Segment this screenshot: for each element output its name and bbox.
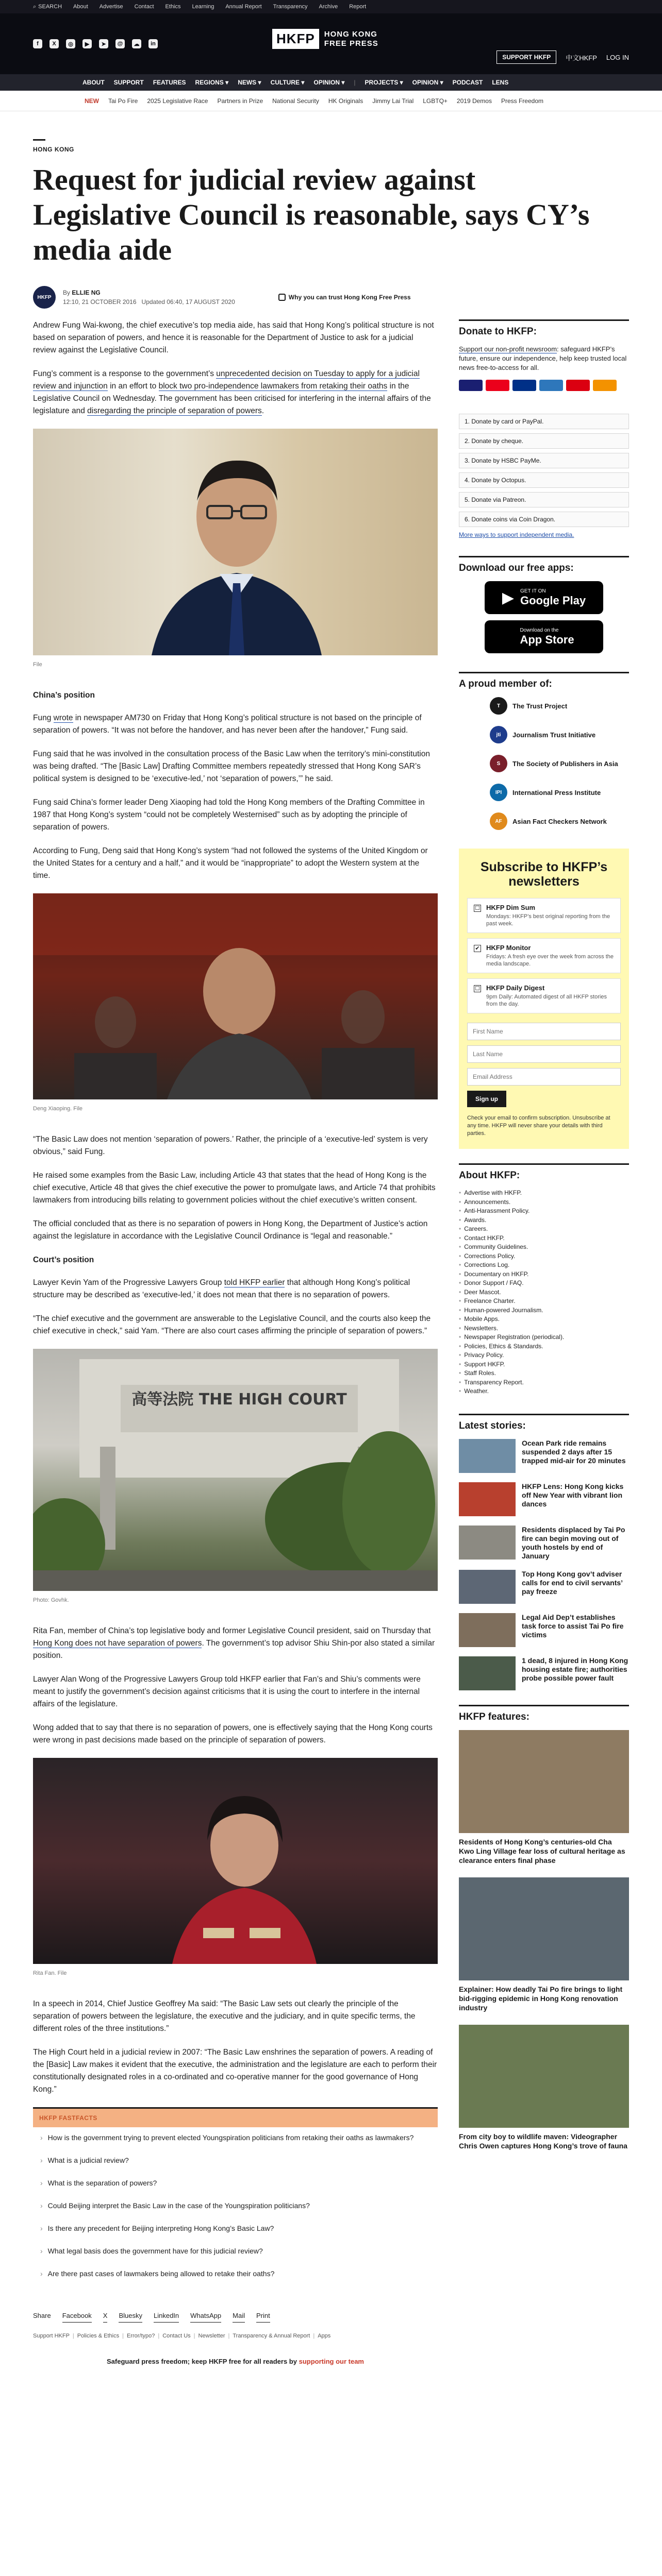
- utility-link-report[interactable]: Report: [349, 4, 367, 10]
- donate-option[interactable]: 4. Donate by Octopus.: [459, 472, 629, 488]
- latest-stories: [459, 1439, 629, 1690]
- about-item[interactable]: • Deer Mascot.: [459, 1288, 501, 1296]
- paragraph: Lawyer Alan Wong of the Progressive Lawyers Group told HKFP earlier that Fan’s and Shiu’s comments were meant to justify the government’s decision against criticisms that it is using the court to interfere in the internal affairs of the legislature.: [33, 1675, 421, 1708]
- caption: Deng Xiaoping. File: [33, 1106, 83, 1112]
- checkbox[interactable]: ☐: [474, 985, 481, 992]
- footer-link[interactable]: Support HKFP: [33, 2333, 70, 2339]
- feature-image: [459, 2025, 629, 2128]
- support-promo: Safeguard press freedom; keep HKFP free for all readers by supporting our team: [107, 2358, 364, 2365]
- trending-item[interactable]: HK Originals: [328, 97, 363, 105]
- trending-item[interactable]: National Security: [272, 97, 319, 105]
- section-divider: [33, 139, 45, 141]
- share-x[interactable]: X: [103, 2310, 108, 2323]
- nav-features[interactable]: FEATURES: [153, 79, 186, 86]
- fastfact-item[interactable]: › Is there any precedent for Beijing interpreting Hong Kong’s Basic Law?: [40, 2224, 274, 2232]
- subheading-china: China’s position: [33, 691, 95, 700]
- nav-lens[interactable]: LENS: [492, 79, 509, 86]
- brand-header: [0, 13, 662, 74]
- footer-link[interactable]: Policies & Ethics: [77, 2333, 120, 2339]
- logo-name-line2: FREE PRESS: [324, 39, 378, 48]
- latest-story[interactable]: 1 dead, 8 injured in Hong Kong housing estate fire; authorities probe possible power fault: [459, 1656, 629, 1690]
- about-item[interactable]: • Support HKFP.: [459, 1360, 505, 1368]
- figure-andrew-fung: [33, 429, 438, 671]
- member-sopa[interactable]: S The Society of Publishers in Asia: [490, 755, 629, 772]
- about-item[interactable]: • Human-powered Journalism.: [459, 1306, 543, 1314]
- latest-story[interactable]: Ocean Park ride remains suspended 2 days after 15 trapped mid-air for 20 minutes: [459, 1439, 629, 1473]
- newsletter-title: Subscribe to HKFP’s newsletters: [480, 860, 608, 889]
- search-link[interactable]: ⌕ SEARCH: [33, 3, 62, 10]
- nav-culture[interactable]: CULTURE ▾: [270, 79, 305, 86]
- share-facebook[interactable]: Facebook: [62, 2310, 92, 2323]
- story-thumbnail: [459, 1439, 516, 1473]
- apps-heading: Download our free apps:: [459, 556, 629, 574]
- paragraph: Fung said China’s former leader Deng Xiaoping had told the Hong Kong members of the Drafting Committee in 1987 that Hong Kong’s system “could not be completely Westernised” such as by adopting the principle of separation of powers.: [33, 798, 425, 832]
- chevron-right-icon: ›: [40, 2179, 43, 2187]
- google-play-button[interactable]: ▶ GET IT ON Google Play: [485, 581, 603, 614]
- paragraph: Rita Fan, member of China’s top legislative body and former Legislative Council president, said on Thursday that Hong Kong does not have separation of powers. The government’s top advisor Shiu Shin-por also stated a similar position.: [33, 1626, 435, 1660]
- newsletter-option-monitor[interactable]: ✔ HKFP Monitor Fridays: A fresh eye over the week from across the media landscape.: [467, 938, 621, 973]
- chevron-down-icon: ▾: [258, 79, 261, 86]
- youtube-icon[interactable]: ▶: [82, 39, 92, 48]
- telegram-icon[interactable]: ➤: [99, 39, 108, 48]
- trending-item[interactable]: Partners in Prize: [217, 97, 263, 105]
- latest-story[interactable]: Residents displaced by Tai Po fire can begin moving out of youth hostels by end of January: [459, 1526, 629, 1561]
- about-item[interactable]: • Careers.: [459, 1225, 488, 1232]
- inline-link[interactable]: unprecedented decision on Tuesday to apply for a judicial review and injunction: [33, 369, 420, 391]
- logo-mark: HKFP: [272, 29, 319, 49]
- latest-story[interactable]: Top Hong Kong gov’t adviser calls for end to civil servants’ pay freeze: [459, 1570, 629, 1604]
- about-item[interactable]: • Community Guidelines.: [459, 1243, 528, 1250]
- share-whatsapp[interactable]: WhatsApp: [190, 2310, 221, 2323]
- article-body: [33, 319, 438, 2368]
- photo-high-court: [33, 1349, 438, 1591]
- caption: Photo: Govhk.: [33, 1597, 69, 1603]
- article-headline: Request for judicial review against Legislative Council is reasonable, says CY’s media aide: [33, 163, 590, 266]
- mastercard-icon: [486, 380, 509, 391]
- fastfact-item[interactable]: › What is a judicial review?: [40, 2156, 129, 2164]
- latest-story[interactable]: Legal Aid Dep’t establishes task force to assist Tai Po fire victims: [459, 1613, 629, 1647]
- author-avatar: HKFP: [33, 286, 56, 309]
- updated-date: Updated 06:40, 17 AUGUST 2020: [141, 298, 235, 306]
- more-ways-link[interactable]: More ways to support independent media.: [459, 531, 574, 538]
- about-list: [459, 1189, 629, 1396]
- byline: HKFP By ELLIE NG 12:10, 21 OCTOBER 2016 Updated 06:40, 17 AUGUST 2020 Why you can trust Hong Kong Free Press: [33, 286, 629, 309]
- figure-deng-xiaoping: [33, 893, 438, 1115]
- chinese-site-link[interactable]: 中文HKFP: [566, 54, 597, 62]
- latest-story[interactable]: HKFP Lens: Hong Kong kicks off New Year with vibrant lion dances: [459, 1482, 629, 1516]
- article-header: [33, 139, 629, 309]
- fastfacts-box: [33, 2107, 438, 2293]
- figure-rita-fan: [33, 1758, 438, 1979]
- paragraph: “The chief executive and the government are answerable to the Legislative Council, and the courts also keep the chief executive in check,” said Yam. “There are also court cases affirming the principle of separation of powers.”: [33, 1314, 431, 1335]
- paragraph: Andrew Fung Wai-kwong, the chief executive’s top media aide, has said that Hong Kong’s political structure is not based on separation of powers, and hence it is reasonable for the Department of Justice to ask for a judicial review against the Legislative Council.: [33, 321, 434, 354]
- nav-projects[interactable]: PROJECTS ▾: [365, 79, 403, 86]
- paragraph: In a speech in 2014, Chief Justice Geoffrey Ma said: “The Basic Law sets out clearly the principle of the separation of powers between the legislature, the executive and the judiciary, and in quite specific terms, the different roles of the three institutions.”: [33, 1999, 416, 2033]
- member-afcn[interactable]: AF Asian Fact Checkers Network: [490, 812, 629, 830]
- footer-link[interactable]: Error/typo?: [126, 2333, 155, 2339]
- payme-icon: [566, 380, 590, 391]
- feature-story[interactable]: From city boy to wildlife maven: Videographer Chris Owen captures Hong Kong’s trove of fauna: [459, 2025, 629, 2150]
- trending-item[interactable]: Jimmy Lai Trial: [372, 97, 414, 105]
- about-item[interactable]: • Weather.: [459, 1387, 489, 1395]
- about-item[interactable]: • Advertise with HKFP.: [459, 1189, 522, 1196]
- photo-deng-xiaoping: [33, 893, 438, 1099]
- ipi-icon: IPI: [490, 784, 507, 801]
- nav-support[interactable]: SUPPORT: [113, 79, 144, 86]
- fastfact-item[interactable]: › How is the government trying to prevent elected Youngspiration politicians from retaking their oaths as lawmakers?: [40, 2133, 414, 2142]
- about-item[interactable]: • Newsletters.: [459, 1324, 499, 1332]
- first-name-field[interactable]: [467, 1023, 621, 1040]
- trending-item[interactable]: LGBTQ+: [423, 97, 448, 105]
- trust-icon: [278, 294, 286, 301]
- nav-about[interactable]: ABOUT: [82, 79, 105, 86]
- chevron-right-icon: ›: [40, 2224, 43, 2232]
- about-item[interactable]: • Awards.: [459, 1216, 487, 1224]
- donate-option[interactable]: 2. Donate by cheque.: [459, 433, 629, 449]
- utility-link-archive[interactable]: Archive: [319, 4, 338, 10]
- author-link[interactable]: ELLIE NG: [72, 289, 101, 296]
- checkbox[interactable]: ☐: [474, 905, 481, 912]
- story-thumbnail: [459, 1656, 516, 1690]
- story-thumbnail: [459, 1570, 516, 1604]
- feature-image: [459, 1730, 629, 1833]
- court-illustration: [33, 1349, 438, 1591]
- paragraph: Wong added that to say that there is no separation of powers, one is effectively saying that the Hong Kong courts were wrong in past decisions made based on the principle of separation of powers.: [33, 1723, 433, 1744]
- checkbox[interactable]: ✔: [474, 945, 481, 952]
- paragraph: Fung’s comment is a response to the government’s unprecedented decision on Tuesday to apply for a judicial review and injunction in an effort to block two pro-independence lawmakers from retaking their oaths in the Legislative Council on Wednesday. The government has been criticised for interfering in the internal affairs of the legislature and disregarding the principle of separation of powers.: [33, 369, 431, 415]
- about-item[interactable]: • Announcements.: [459, 1198, 511, 1206]
- about-item[interactable]: • Corrections Log.: [459, 1261, 510, 1268]
- features-heading: HKFP features:: [459, 1705, 629, 1723]
- trending-label: NEW: [85, 97, 99, 105]
- trust-link[interactable]: Why you can trust Hong Kong Free Press: [278, 294, 411, 301]
- donate-intro: Support our non-profit newsroom: safeguard HKFP’s future, ensure our independence, help keep trusted local news free-to-access for all.: [459, 345, 627, 371]
- share-print[interactable]: Print: [256, 2310, 270, 2323]
- utility-link-advertise[interactable]: Advertise: [99, 4, 123, 10]
- fastfact-item[interactable]: › What is the separation of powers?: [40, 2179, 157, 2187]
- newsletter-option-dim-sum[interactable]: ☐ HKFP Dim Sum Mondays: HKFP’s best original reporting from the past week.: [467, 898, 621, 933]
- about-item[interactable]: • Staff Roles.: [459, 1369, 496, 1377]
- app-store-button[interactable]: Download on the App Store: [485, 620, 603, 653]
- threads-icon[interactable]: @: [115, 39, 125, 48]
- about-item[interactable]: • Contact HKFP.: [459, 1234, 505, 1242]
- chevron-down-icon: ▾: [440, 79, 443, 86]
- donate-heading: Donate to HKFP:: [459, 319, 629, 337]
- portrait-illustration: [33, 429, 438, 655]
- logo-name-line1: HONG KONG: [324, 29, 377, 39]
- login-link[interactable]: LOG IN: [606, 53, 629, 61]
- facebook-icon[interactable]: f: [33, 39, 42, 48]
- donate-option[interactable]: 6. Donate coins via Coin Dragon.: [459, 512, 629, 527]
- trending-item[interactable]: Press Freedom: [501, 97, 543, 105]
- trust-project-icon: T: [490, 697, 507, 715]
- paragraph: According to Fung, Deng said that Hong Kong’s system “had not followed the systems of the United Kingdom or the United States for a century and a half,” and it would be “inappropriate” to adopt the Western system at the time.: [33, 846, 428, 880]
- share-bluesky[interactable]: Bluesky: [119, 2310, 142, 2323]
- caption: Rita Fan. File: [33, 1970, 67, 1976]
- support-hkfp-button[interactable]: SUPPORT HKFP: [496, 50, 556, 64]
- photo-rita-fan: [33, 1758, 438, 1964]
- search-icon: ⌕: [33, 3, 37, 10]
- newsletter-option-daily-digest[interactable]: ☐ HKFP Daily Digest 9pm Daily: Automated digest of all HKFP stories from the day.: [467, 978, 621, 1013]
- donate-intro-link[interactable]: Support our non-profit newsroom: [459, 345, 557, 353]
- x-icon[interactable]: X: [49, 39, 59, 48]
- share-row: [33, 2306, 438, 2323]
- share-mail[interactable]: Mail: [233, 2310, 245, 2323]
- fastfacts-title: HKFP FASTFACTS: [33, 2109, 438, 2127]
- chevron-right-icon: ›: [40, 2247, 43, 2255]
- member-ipi[interactable]: IPI International Press Institute: [490, 784, 629, 801]
- photo-andrew-fung: [33, 429, 438, 655]
- sopa-icon: S: [490, 755, 507, 772]
- trending-item[interactable]: Tai Po Fire: [108, 97, 138, 105]
- last-name-field[interactable]: [467, 1045, 621, 1063]
- inline-link[interactable]: Hong Kong does not have separation of powers: [33, 1639, 202, 1648]
- about-item[interactable]: • Newspaper Registration (periodical).: [459, 1333, 565, 1341]
- paragraph: Fung wrote in newspaper AM730 on Friday that Hong Kong’s political structure is not based on the principle of separation of powers. “It was not before the handover, and has never been after the handover,” Fung said.: [33, 714, 422, 735]
- about-item[interactable]: • Privacy Policy.: [459, 1351, 504, 1359]
- jti-icon: jti: [490, 726, 507, 743]
- utility-link-learning[interactable]: Learning: [192, 4, 214, 10]
- about-item[interactable]: • Transparency Report.: [459, 1378, 524, 1386]
- amex-icon: [539, 380, 563, 391]
- story-thumbnail: [459, 1482, 516, 1516]
- chevron-right-icon: ›: [40, 2201, 43, 2210]
- paragraph: The official concluded that as there is no separation of powers in Hong Kong, the Department of Justice’s action against the legislature in accordance with the Legislative Council Ordinance is “legal and reasonable.”: [33, 1219, 428, 1241]
- support-team-link[interactable]: supporting our team: [299, 2358, 364, 2365]
- utility-link-transparency[interactable]: Transparency: [273, 4, 308, 10]
- inline-link[interactable]: block two pro-independence lawmakers from retaking their oaths: [158, 382, 388, 391]
- court-sign-text: 高等法院 THE HIGH COURT: [131, 1391, 347, 1409]
- chevron-down-icon: ▾: [301, 79, 305, 86]
- chevron-down-icon: ▾: [225, 79, 229, 86]
- paragraph: He raised some examples from the Basic Law, including Article 43 that states that the head of Hong Kong is the chief executive, Article 48 that gives the chief executive the power to promulgate laws, and Article 74 that prohibits lawmakers from introducing bills relating to government policies without the chief executive’s written consent.: [33, 1171, 436, 1205]
- footer-link[interactable]: Transparency & Annual Report: [233, 2333, 310, 2339]
- sidebar: [459, 319, 629, 2163]
- google-play-icon: ▶: [502, 589, 514, 606]
- story-thumbnail: [459, 1613, 516, 1647]
- afcn-icon: AF: [490, 812, 507, 830]
- trending-item[interactable]: 2025 Legislative Race: [147, 97, 208, 105]
- newsletter-note: Check your email to confirm subscription. Unsubscribe at any time. HKFP will never share your details with third parties.: [467, 1115, 610, 1137]
- chevron-down-icon: ▾: [341, 79, 345, 86]
- story-thumbnail: [459, 1526, 516, 1560]
- octopus-icon: [593, 380, 617, 391]
- about-heading: About HKFP:: [459, 1163, 629, 1181]
- inline-link[interactable]: told HKFP earlier: [224, 1278, 285, 1287]
- donate-payment-logos: [459, 380, 629, 406]
- about-item[interactable]: • Corrections Policy.: [459, 1252, 516, 1260]
- share-label: Share: [33, 2312, 51, 2319]
- trending-bar: [0, 91, 662, 111]
- bluesky-icon[interactable]: ☁: [132, 39, 141, 48]
- fastfact-item[interactable]: › What legal basis does the government have for this judicial review?: [40, 2247, 263, 2255]
- footer-link[interactable]: Newsletter: [198, 2333, 225, 2339]
- about-item[interactable]: • Policies, Ethics & Standards.: [459, 1342, 543, 1350]
- about-item[interactable]: • Freelance Charter.: [459, 1297, 516, 1304]
- utility-link-annual-report[interactable]: Annual Report: [225, 4, 262, 10]
- chevron-down-icon: ▾: [400, 79, 403, 86]
- site-logo[interactable]: [272, 29, 378, 49]
- donate-option[interactable]: 1. Donate by card or PayPal.: [459, 414, 629, 429]
- about-item[interactable]: • Documentary on HKFP.: [459, 1270, 529, 1278]
- caption: File: [33, 662, 42, 668]
- donate-option[interactable]: 3. Donate by HSBC PayMe.: [459, 453, 629, 468]
- member-trust-project[interactable]: T The Trust Project: [490, 697, 629, 715]
- utility-bar: [0, 0, 662, 13]
- paypal-icon: [512, 380, 536, 391]
- trending-item[interactable]: 2019 Demos: [456, 97, 492, 105]
- social-icons: [33, 39, 158, 48]
- about-item[interactable]: • Anti-Harassment Policy.: [459, 1207, 530, 1214]
- nav-opinion-2[interactable]: OPINION ▾: [412, 79, 443, 86]
- nav-regions[interactable]: REGIONS ▾: [195, 79, 229, 86]
- feature-story[interactable]: Residents of Hong Kong’s centuries-old Cha Kwo Ling Village fear loss of cultural heritage as clearance enters final phase: [459, 1730, 629, 1865]
- article-footer-links: Support HKFP | Policies & Ethics | Error/typo? | Contact Us | Newsletter | Transparency & Annual Report | Apps: [33, 2330, 438, 2342]
- latest-heading: Latest stories:: [459, 1414, 629, 1432]
- fastfact-item[interactable]: › Could Beijing interpret the Basic Law in the case of the Youngspiration politicians?: [40, 2201, 310, 2210]
- footer-link[interactable]: Contact Us: [162, 2333, 191, 2339]
- utility-link-contact[interactable]: Contact: [134, 4, 154, 10]
- paragraph: Fung said that he was involved in the consultation process of the Basic Law when the territory’s mini-constitution was being drafted. “The [Basic Law] Drafting Committee members repeatedly stressed that Hong Kong SAR’s political system is designed to be ‘executive-led,’ not ‘separation of powers,’” he said.: [33, 750, 430, 783]
- chevron-right-icon: ›: [40, 2269, 43, 2278]
- inline-link[interactable]: disregarding the principle of separation of powers: [87, 406, 262, 415]
- visa-icon: [459, 380, 483, 391]
- email-field[interactable]: [467, 1068, 621, 1086]
- nav-news[interactable]: NEWS ▾: [238, 79, 261, 86]
- publish-date: 12:10, 21 OCTOBER 2016: [63, 298, 137, 306]
- chevron-right-icon: ›: [40, 2133, 43, 2142]
- utility-link-about[interactable]: About: [73, 4, 88, 10]
- fastfact-item[interactable]: › Are there past cases of lawmakers being allowed to retake their oaths?: [40, 2269, 275, 2278]
- instagram-icon[interactable]: ◎: [66, 39, 75, 48]
- about-item[interactable]: • Donor Support / FAQ.: [459, 1279, 524, 1286]
- inline-link[interactable]: wrote: [53, 714, 73, 722]
- feature-image: [459, 1877, 629, 1980]
- member-list: [459, 697, 629, 830]
- linkedin-icon[interactable]: in: [148, 39, 158, 48]
- donate-option[interactable]: 5. Donate via Patreon.: [459, 492, 629, 507]
- about-item[interactable]: • Mobile Apps.: [459, 1315, 500, 1323]
- member-jti[interactable]: jti Journalism Trust Initiative: [490, 726, 629, 743]
- paragraph: The High Court held in a judicial review in 2007: “The Basic Law enshrines the separation of powers. A reading of the [Basic] Law makes it evident that the executive, the administration and the legislature are each to perform their constitutionally designated roles in a co-ordinated and co-operative manner for the good governance of Hong Kong.”: [33, 2048, 437, 2094]
- feature-story[interactable]: Explainer: How deadly Tai Po fire brings to light bid-rigging epidemic in Hong Kong renovation industry: [459, 1877, 629, 2012]
- deng-illustration: [33, 893, 438, 1099]
- newsletter-signup: [459, 849, 629, 1149]
- main-navigation: ABOUT SUPPORT FEATURES REGIONS ▾ NEWS ▾ CULTURE ▾ OPINION ▾ | PROJECTS ▾ OPINION ▾ PODCAST LENS: [0, 74, 662, 91]
- sign-up-button[interactable]: Sign up: [467, 1091, 506, 1107]
- paragraph: Lawyer Kevin Yam of the Progressive Lawyers Group told HKFP earlier that although Hong Kong’s political structure may be described as ‘executive-led,’ it does not mean that there is no separation of powers.: [33, 1278, 410, 1299]
- subheading-court: Court’s position: [33, 1256, 94, 1264]
- utility-link-ethics[interactable]: Ethics: [165, 4, 181, 10]
- chevron-right-icon: ›: [40, 2156, 43, 2164]
- share-linkedin[interactable]: LinkedIn: [154, 2310, 179, 2323]
- fan-illustration: [33, 1758, 438, 1964]
- section-tag[interactable]: HONG KONG: [33, 146, 74, 153]
- members-heading: A proud member of:: [459, 672, 629, 690]
- paragraph: “The Basic Law does not mention ‘separation of powers.’ Rather, the principle of a ‘executive-led’ system is very obvious,” said Fung.: [33, 1135, 428, 1156]
- features-list: [459, 1730, 629, 2150]
- footer-link[interactable]: Apps: [318, 2333, 331, 2339]
- nav-opinion[interactable]: OPINION ▾: [313, 79, 345, 86]
- figure-high-court: [33, 1349, 438, 1606]
- nav-podcast[interactable]: PODCAST: [452, 79, 483, 86]
